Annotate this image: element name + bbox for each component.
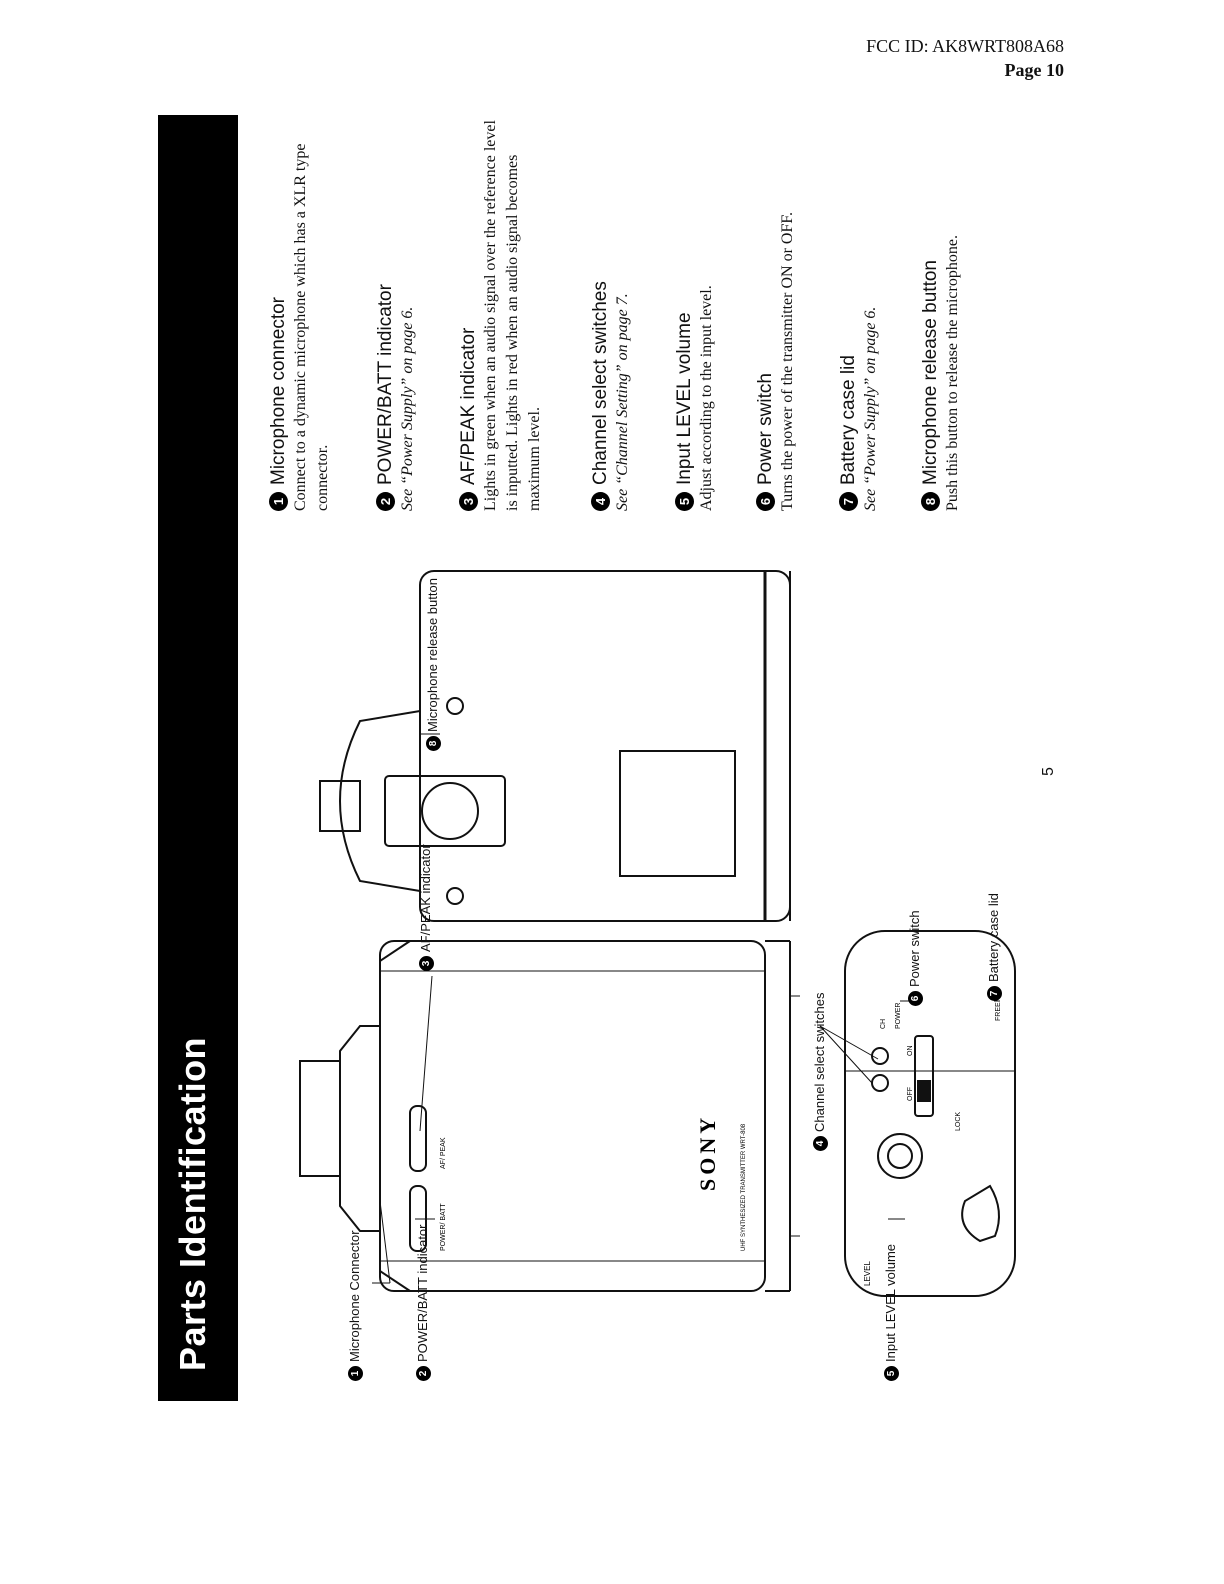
- item-title: Microphone connector: [268, 297, 289, 485]
- item-body: Lights in green when an audio signal over the reference level is inputted. Lights in red when an audio signal becomes maximum level.: [482, 120, 543, 511]
- item-title: Microphone release button: [920, 260, 941, 485]
- rotated-page-content: [0, 115, 1224, 1401]
- page-number: 5: [1040, 767, 1057, 776]
- page-title: Parts Identification: [172, 1036, 213, 1371]
- item-body: Turns the power of the transmitter ON or OFF.: [779, 212, 796, 511]
- item-title: Channel select switches: [590, 281, 611, 485]
- item-body: See “Power Supply” on page 6.: [862, 306, 879, 511]
- item-body: Connect to a dynamic microphone which has a XLR type connector.: [292, 143, 331, 511]
- callout-mic-release: 8Microphone release button: [425, 578, 441, 751]
- level-marking: LEVEL: [863, 1261, 872, 1286]
- item-body: Adjust according to the input level.: [698, 285, 715, 511]
- callout-power-batt: 2POWER/BATT indicator: [415, 1225, 431, 1382]
- front-view: [300, 941, 800, 1291]
- af-peak-marking: AF/ PEAK: [440, 1137, 447, 1169]
- model-marking: UHF SYNTHESIZED TRANSMITTER WRT-808: [741, 1123, 747, 1251]
- fcc-header: [866, 34, 1064, 82]
- item-body: See “Channel Setting” on page 7.: [614, 293, 631, 511]
- lock-marking: LOCK: [955, 1111, 962, 1131]
- list-item: 5Input LEVEL volume Adjust according to the input level.: [674, 131, 718, 511]
- item-body: Push this button to release the microphone.: [944, 235, 961, 511]
- list-item: 3AF/PEAK indicator Lights in green when an audio signal over the reference level is inputted. Lights in red when an audio signal becomes maximum level.: [458, 111, 546, 511]
- on-marking: ON: [907, 1045, 914, 1056]
- callout-channel-select: 4Channel select switches: [812, 993, 828, 1151]
- fcc-id: FCC ID: AK8WRT808A68: [866, 36, 1064, 56]
- callout-power-switch: 6Power switch: [907, 910, 923, 1006]
- transmitter-diagram: [0, 521, 1224, 1401]
- list-item: 7Battery case lid See “Power Supply” on page 6.: [838, 131, 882, 511]
- callout-input-level: 5Input LEVEL volume: [883, 1244, 899, 1381]
- list-item: 4Channel select switches See “Channel Setting” on page 7.: [590, 131, 634, 511]
- off-marking: OFF: [907, 1087, 914, 1101]
- list-item: 6Power switch Turns the power of the transmitter ON or OFF.: [755, 131, 799, 511]
- item-title: POWER/BATT indicator: [375, 284, 396, 485]
- item-title: AF/PEAK indicator: [458, 327, 479, 485]
- callout-af-peak: 3AF/PEAK indicator: [418, 844, 434, 971]
- list-item: 1Microphone connector Connect to a dynamic microphone which has a XLR type connector.: [268, 131, 334, 511]
- list-item: 8Microphone release button Push this button to release the microphone.: [920, 131, 964, 511]
- callout-microphone-connector: 1Microphone Connector: [347, 1230, 363, 1381]
- callout-battery-case-lid: 7Battery case lid: [986, 893, 1002, 1001]
- power-marking: POWER: [895, 1002, 902, 1029]
- list-item: 2POWER/BATT indicator See “Power Supply” on page 6.: [375, 131, 419, 511]
- leader-lines: [372, 734, 1000, 1283]
- item-title: Battery case lid: [838, 355, 859, 485]
- item-title: Power switch: [755, 373, 776, 485]
- item-title: Input LEVEL volume: [674, 312, 695, 485]
- free-marking: FREE: [995, 1002, 1002, 1021]
- item-body: See “Power Supply” on page 6.: [399, 306, 416, 511]
- side-view: [320, 571, 790, 921]
- page-label: Page 10: [1004, 60, 1064, 80]
- power-batt-marking: POWER/ BATT: [440, 1203, 447, 1251]
- brand-logo: SONY: [695, 1113, 720, 1191]
- ch-marking: CH: [880, 1018, 887, 1029]
